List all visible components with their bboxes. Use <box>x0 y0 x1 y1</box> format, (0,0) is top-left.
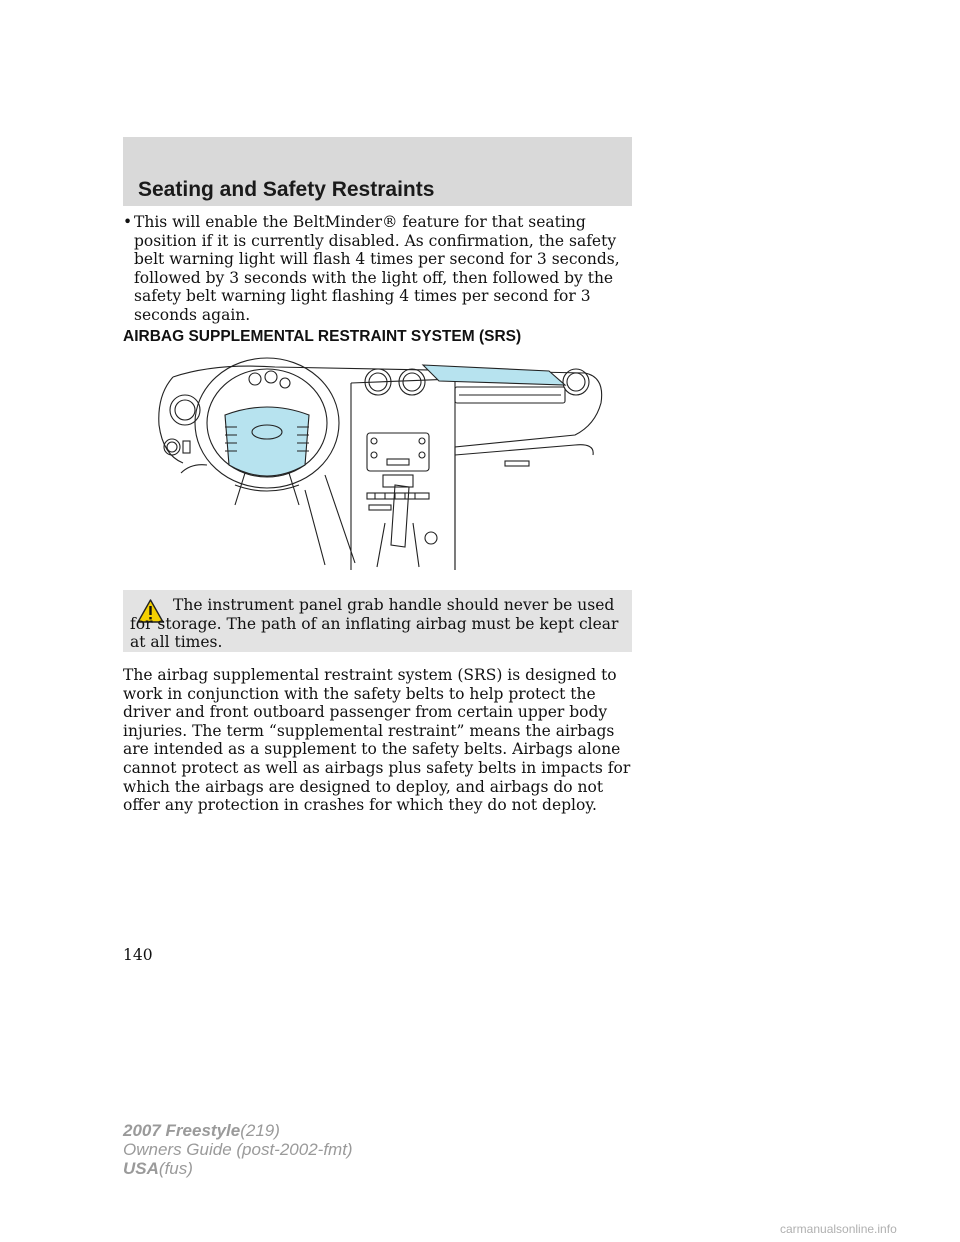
document-footer <box>123 1121 353 1178</box>
footer-model-code: (219) <box>240 1121 280 1140</box>
page-number: 140 <box>123 946 153 964</box>
footer-market-code: (fus) <box>158 1159 193 1178</box>
footer-guide: Owners Guide (post-2002-fmt) <box>123 1140 353 1159</box>
footer-model: 2007 Freestyle <box>123 1121 241 1140</box>
dashboard-airbag-illustration <box>155 355 610 570</box>
page-title: Seating and Safety Restraints <box>138 178 435 201</box>
footer-market: USA <box>123 1159 159 1178</box>
body-paragraph: The airbag supplemental restraint system (SRS) is designed to work in conjunction with the safety belts to help protect the driver and front outboard passenger from certain upper body injuries. The term “supplemental restraint” means the airbags are intended as a supplement to the safety belts. Airbags alone cannot protect as well as airbags plus safety belts in impacts for which the airbags are designed to deploy, and airbags do not offer any protection in crashes for which they do not deploy. <box>123 666 631 815</box>
driver-airbag-highlight <box>225 407 309 476</box>
watermark: carmanualsonline.info <box>780 1222 897 1236</box>
warning-text: The instrument panel grab handle should never be used for storage. The path of an inflating airbag must be kept clear at all times. <box>130 596 619 652</box>
bullet-text: This will enable the BeltMinder® feature for that seating position if it is currently disabled. As confirmation, the safety belt warning light will flash 4 times per second for 3 seconds, followed by 3 seconds with the light off, then followed by the safety belt warning light flashing 4 times per second for 3 seconds again. <box>134 213 620 324</box>
bullet-marker: • <box>123 213 133 231</box>
passenger-airbag-highlight <box>423 365 565 385</box>
section-heading: AIRBAG SUPPLEMENTAL RESTRAINT SYSTEM (SRS) <box>123 328 522 345</box>
bullet-item <box>123 213 643 325</box>
